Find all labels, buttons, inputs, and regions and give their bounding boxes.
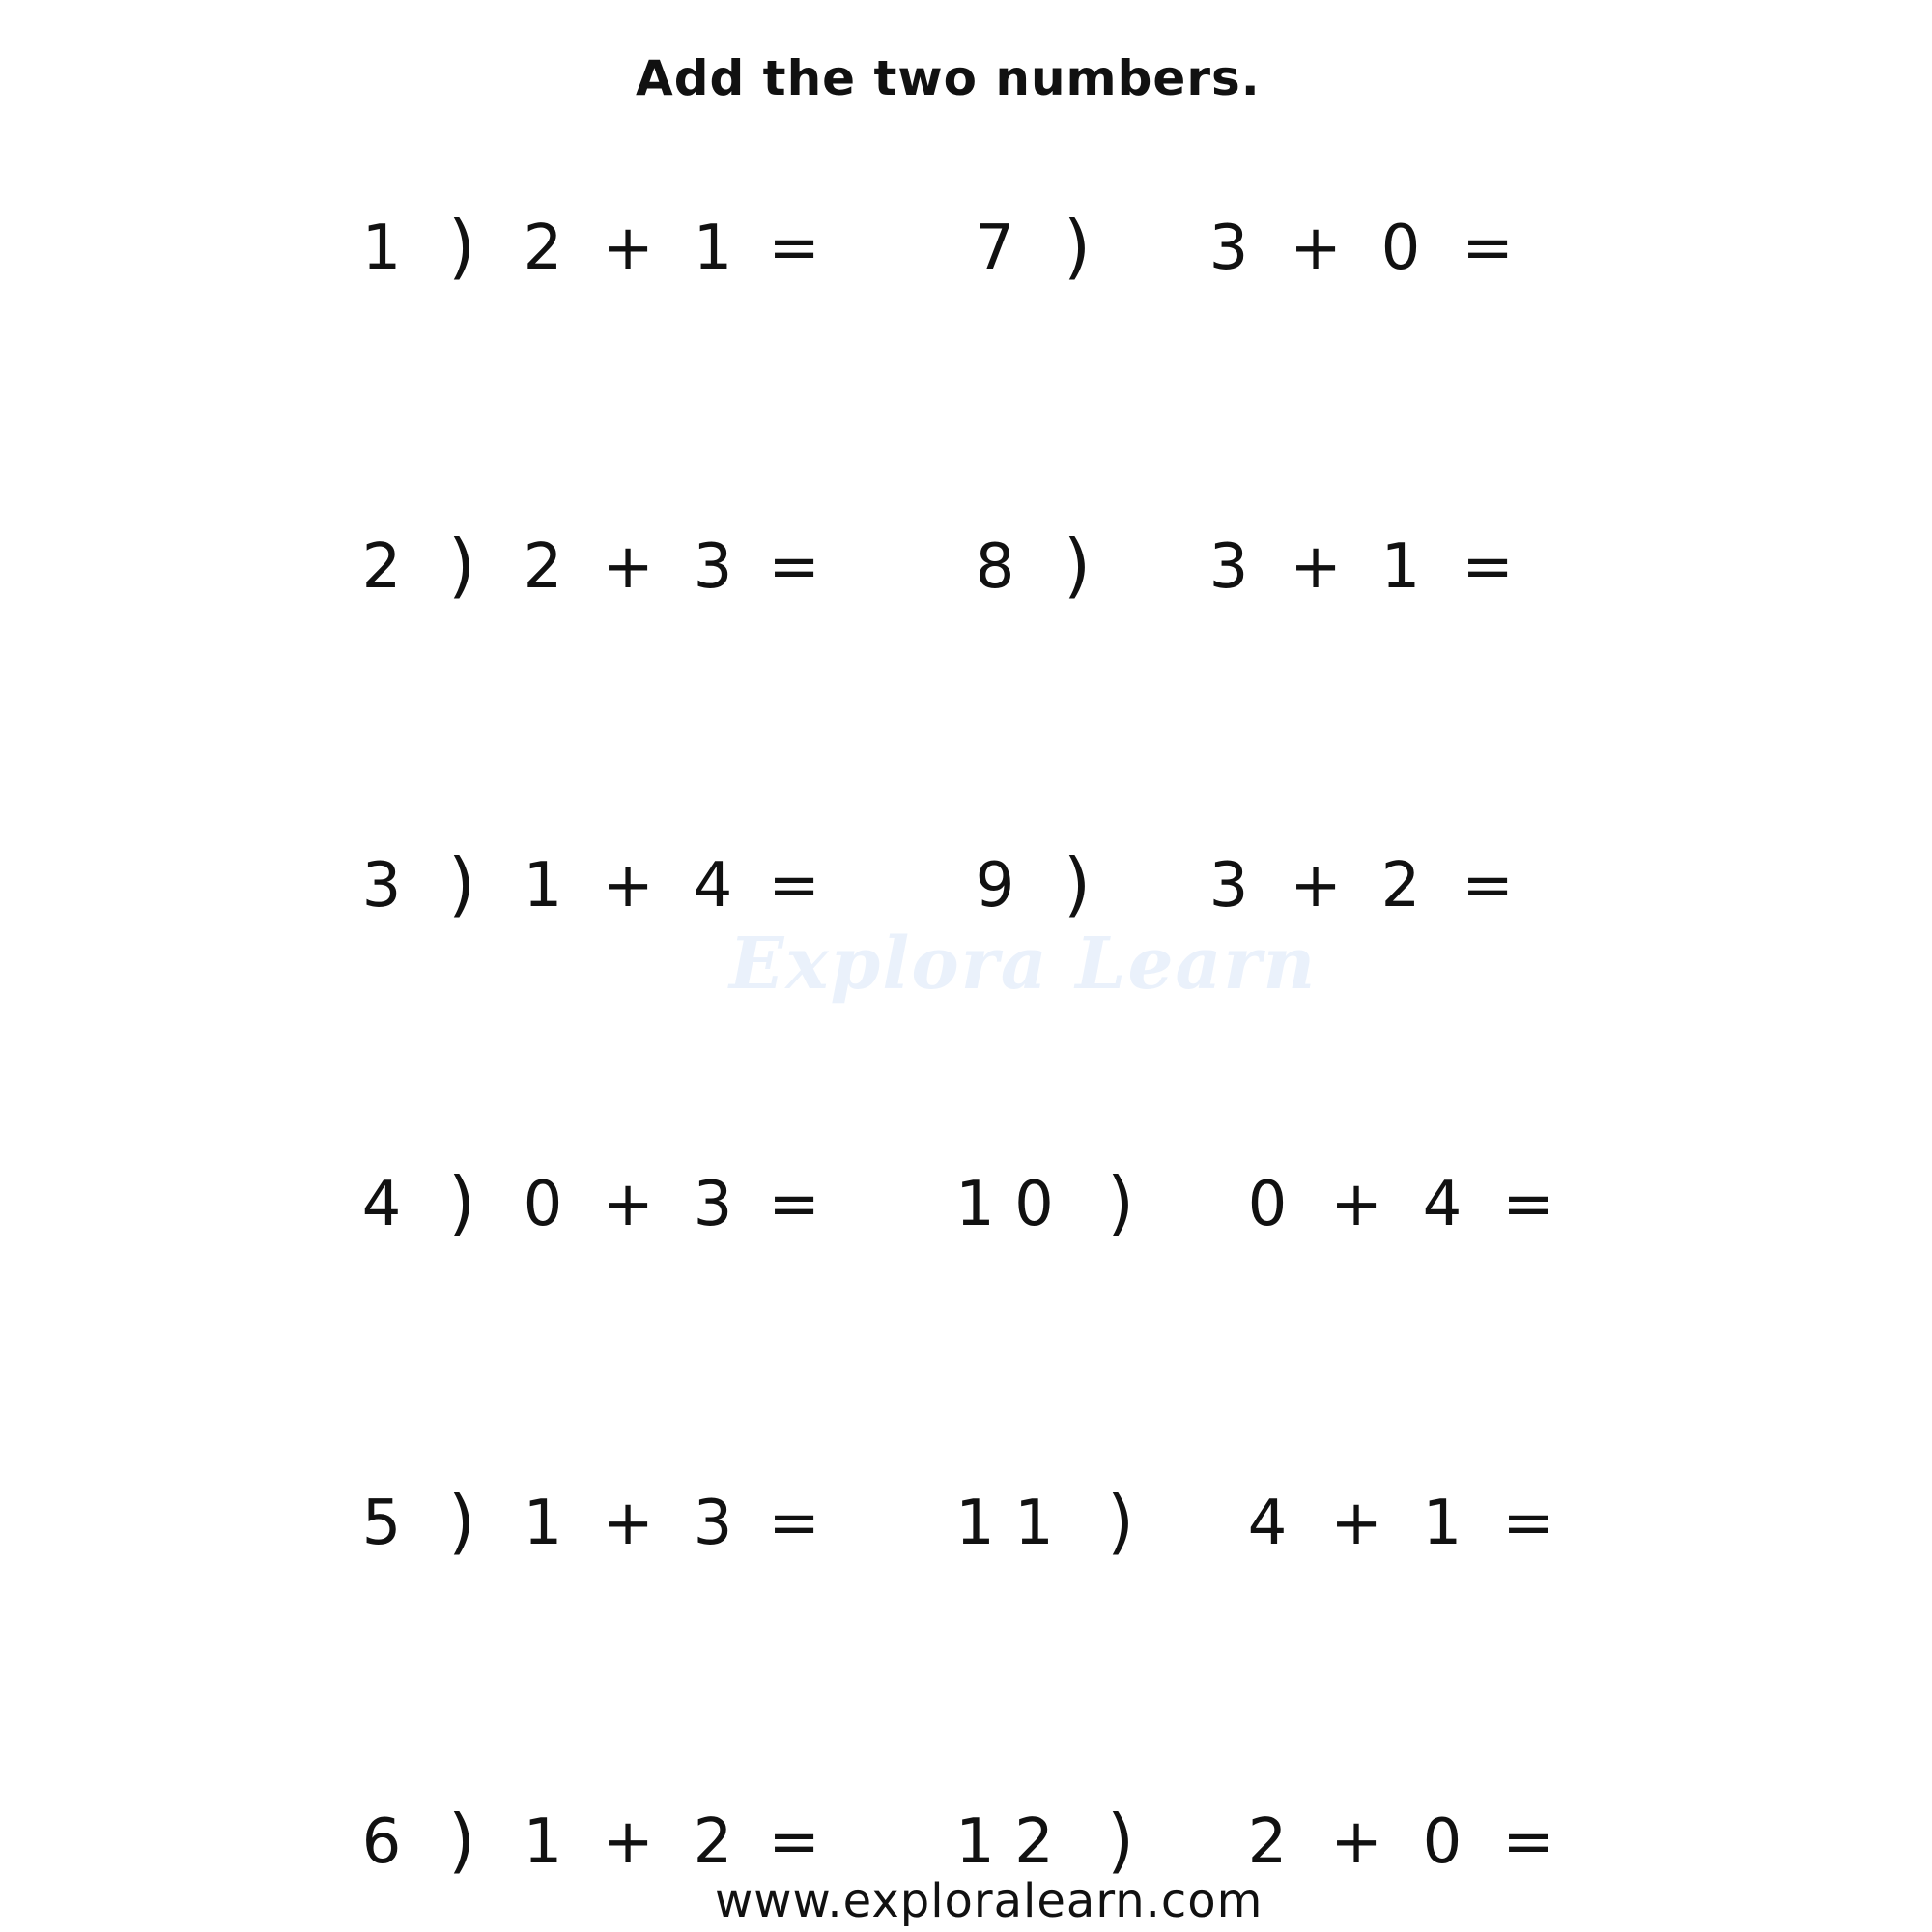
first-addend: 3 xyxy=(1208,213,1249,284)
problem-number: 2 xyxy=(361,531,402,603)
first-addend: 1 xyxy=(523,1806,563,1878)
second-addend: 1 xyxy=(1422,1488,1463,1559)
plus-sign: + xyxy=(602,213,654,284)
problem-paren: ) xyxy=(1106,1481,1135,1562)
first-addend: 2 xyxy=(1247,1806,1288,1878)
problem-paren: ) xyxy=(447,525,476,606)
second-addend: 4 xyxy=(1422,1169,1463,1240)
problem-number: 3 xyxy=(361,850,402,922)
problem-number: 5 xyxy=(361,1488,402,1559)
problem-number: 1 2 xyxy=(955,1806,1054,1878)
equals-sign: = xyxy=(1462,213,1514,284)
first-addend: 2 xyxy=(523,213,563,284)
equals-sign: = xyxy=(768,1806,820,1878)
second-addend: 3 xyxy=(693,1169,733,1240)
problem-paren: ) xyxy=(1106,1800,1135,1881)
plus-sign: + xyxy=(1330,1806,1382,1878)
problem-paren: ) xyxy=(447,1162,476,1243)
second-addend: 1 xyxy=(1380,531,1421,603)
problem-number: 7 xyxy=(975,213,1015,284)
second-addend: 1 xyxy=(693,213,733,284)
problem-paren: ) xyxy=(1063,525,1092,606)
problem-paren: ) xyxy=(447,1481,476,1562)
first-addend: 3 xyxy=(1208,531,1249,603)
plus-sign: + xyxy=(1290,531,1342,603)
problem-paren: ) xyxy=(447,843,476,924)
equals-sign: = xyxy=(1502,1806,1554,1878)
second-addend: 0 xyxy=(1380,213,1421,284)
plus-sign: + xyxy=(1330,1169,1382,1240)
equals-sign: = xyxy=(1462,531,1514,603)
first-addend: 0 xyxy=(523,1169,563,1240)
second-addend: 2 xyxy=(1380,850,1421,922)
equals-sign: = xyxy=(768,850,820,922)
problem-number: 9 xyxy=(975,850,1015,922)
equals-sign: = xyxy=(1462,850,1514,922)
equals-sign: = xyxy=(768,1488,820,1559)
problem-number: 8 xyxy=(975,531,1015,603)
problem-paren: ) xyxy=(447,1800,476,1881)
second-addend: 3 xyxy=(693,531,733,603)
first-addend: 4 xyxy=(1247,1488,1288,1559)
problem-number: 1 0 xyxy=(955,1169,1054,1240)
plus-sign: + xyxy=(1290,850,1342,922)
equals-sign: = xyxy=(768,213,820,284)
problem-number: 6 xyxy=(361,1806,402,1878)
problem-paren: ) xyxy=(1106,1162,1135,1243)
plus-sign: + xyxy=(1290,213,1342,284)
problem-number: 4 xyxy=(361,1169,402,1240)
problem-paren: ) xyxy=(1063,843,1092,924)
first-addend: 0 xyxy=(1247,1169,1288,1240)
second-addend: 2 xyxy=(693,1806,733,1878)
plus-sign: + xyxy=(602,1169,654,1240)
first-addend: 1 xyxy=(523,1488,563,1559)
equals-sign: = xyxy=(1502,1488,1554,1559)
plus-sign: + xyxy=(602,1806,654,1878)
problem-number: 1 xyxy=(361,213,402,284)
problem-paren: ) xyxy=(447,206,476,287)
equals-sign: = xyxy=(1502,1169,1554,1240)
footer-url: www.exploralearn.com xyxy=(715,1874,1264,1928)
first-addend: 1 xyxy=(523,850,563,922)
problem-paren: ) xyxy=(1063,206,1092,287)
watermark: Explora Learn xyxy=(729,923,1318,1006)
plus-sign: + xyxy=(602,531,654,603)
second-addend: 0 xyxy=(1422,1806,1463,1878)
first-addend: 2 xyxy=(523,531,563,603)
equals-sign: = xyxy=(768,531,820,603)
equals-sign: = xyxy=(768,1169,820,1240)
worksheet-title: Add the two numbers. xyxy=(636,50,1261,106)
plus-sign: + xyxy=(602,1488,654,1559)
plus-sign: + xyxy=(1330,1488,1382,1559)
second-addend: 3 xyxy=(693,1488,733,1559)
problem-number: 1 1 xyxy=(955,1488,1054,1559)
first-addend: 3 xyxy=(1208,850,1249,922)
second-addend: 4 xyxy=(693,850,733,922)
plus-sign: + xyxy=(602,850,654,922)
